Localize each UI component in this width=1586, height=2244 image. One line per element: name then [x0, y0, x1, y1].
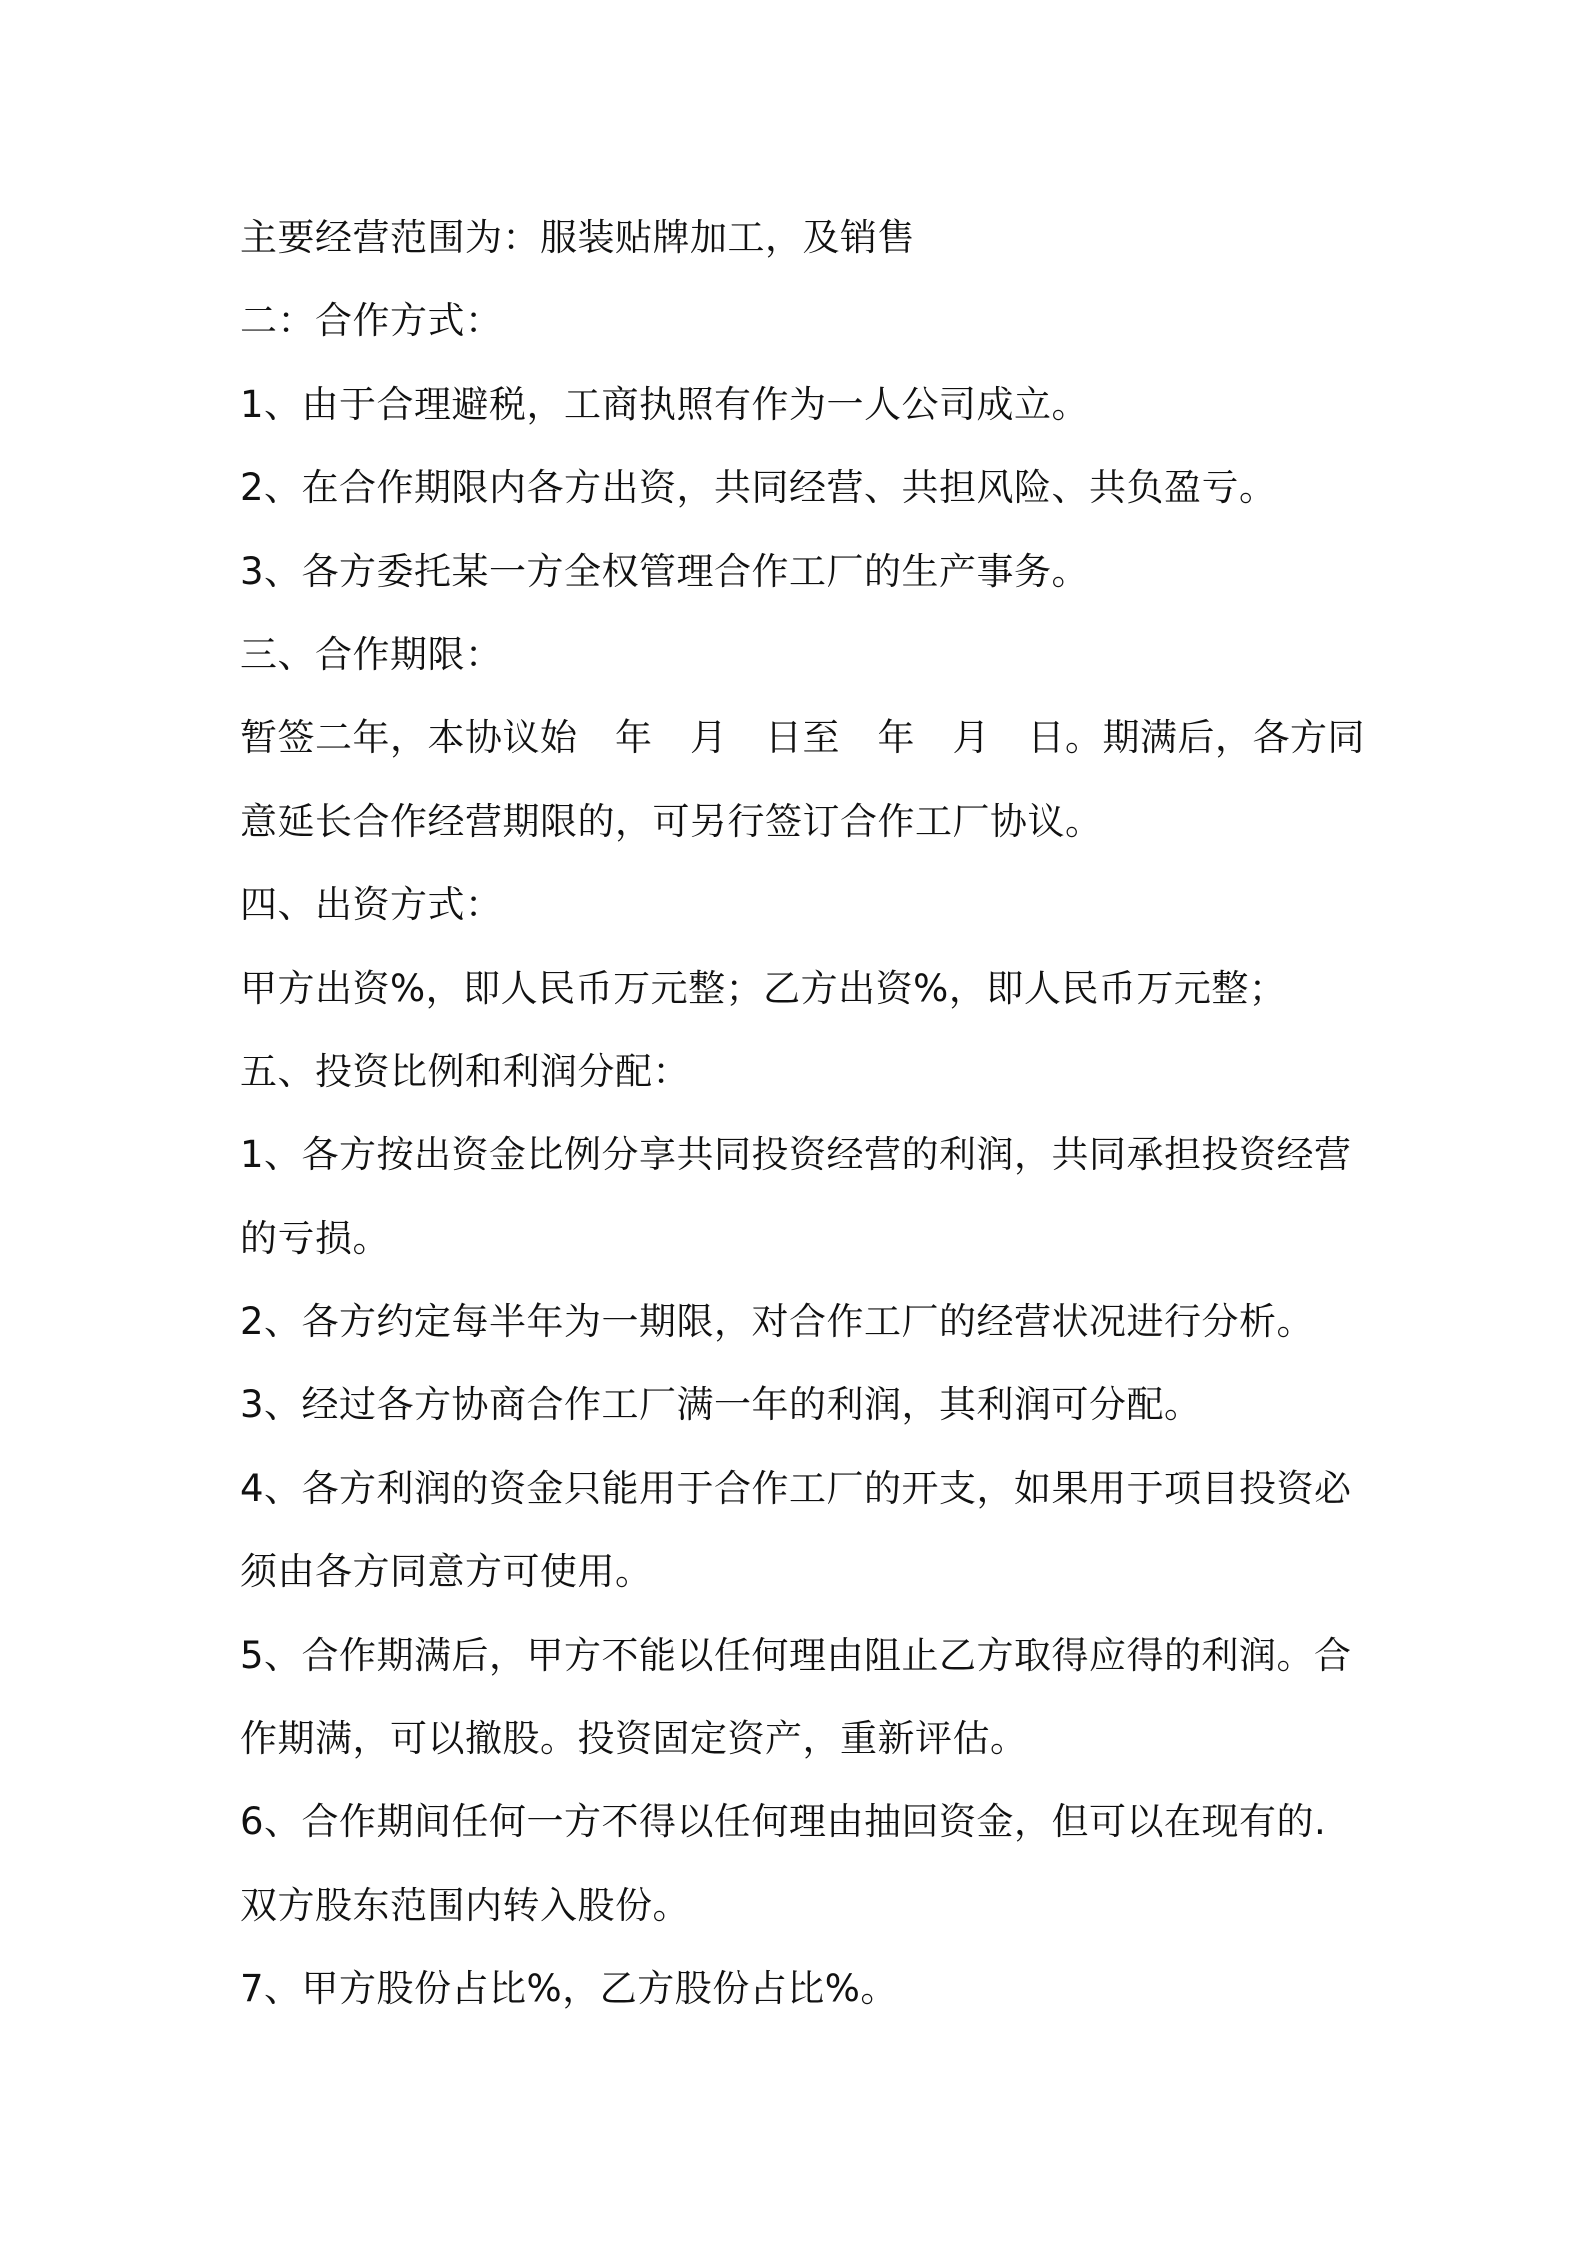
- clause-line: 6、合作期间任何一方不得以任何理由抽回资金，但可以在现有的.: [240, 1800, 1327, 1844]
- clause-line: 2、在合作期限内各方出资，共同经营、共担风险、共负盈亏。: [240, 466, 1277, 510]
- section-heading-cooperation-method: 二：合作方式：: [240, 299, 503, 343]
- paragraph-line: 甲方出资%，即人民币万元整；乙方出资%，即人民币万元整；: [240, 966, 1287, 1010]
- business-scope-line: 主要经营范围为：服装贴牌加工，及销售: [240, 216, 915, 259]
- section-heading-cooperation-term: 三、合作期限：: [240, 632, 503, 676]
- section-heading-profit-distribution: 五、投资比例和利润分配：: [240, 1049, 690, 1093]
- clause-continuation-line: 作期满，可以撤股。投资固定资产，重新评估。: [240, 1717, 1028, 1761]
- clause-line: 1、各方按出资金比例分享共同投资经营的利润，共同承担投资经营: [240, 1133, 1352, 1177]
- clause-line: 4、各方利润的资金只能用于合作工厂的开支，如果用于项目投资必: [240, 1466, 1352, 1510]
- clause-line: 3、经过各方协商合作工厂满一年的利润，其利润可分配。: [240, 1383, 1202, 1427]
- paragraph-line: 意延长合作经营期限的，可另行签订合作工厂协议。: [240, 799, 1103, 843]
- clause-continuation-line: 双方股东范围内转入股份。: [240, 1883, 690, 1927]
- clause-line: 2、各方约定每半年为一期限，对合作工厂的经营状况进行分析。: [240, 1300, 1315, 1344]
- clause-line: 1、由于合理避税，工商执照有作为一人公司成立。: [240, 382, 1090, 426]
- section-heading-capital-contribution: 四、出资方式：: [240, 883, 503, 927]
- document-body: [240, 196, 1365, 2031]
- clause-continuation-line: 的亏损。: [240, 1216, 390, 1260]
- clause-line: 7、甲方股份占比%，乙方股份占比%。: [240, 1967, 898, 2011]
- clause-line: 5、合作期满后，甲方不能以任何理由阻止乙方取得应得的利润。合: [240, 1633, 1352, 1677]
- clause-line: 3、各方委托某一方全权管理合作工厂的生产事务。: [240, 549, 1090, 593]
- clause-continuation-line: 须由各方同意方可使用。: [240, 1550, 653, 1594]
- paragraph-line: 暂签二年，本协议始 年 月 日至 年 月 日。期满后，各方同: [240, 716, 1365, 760]
